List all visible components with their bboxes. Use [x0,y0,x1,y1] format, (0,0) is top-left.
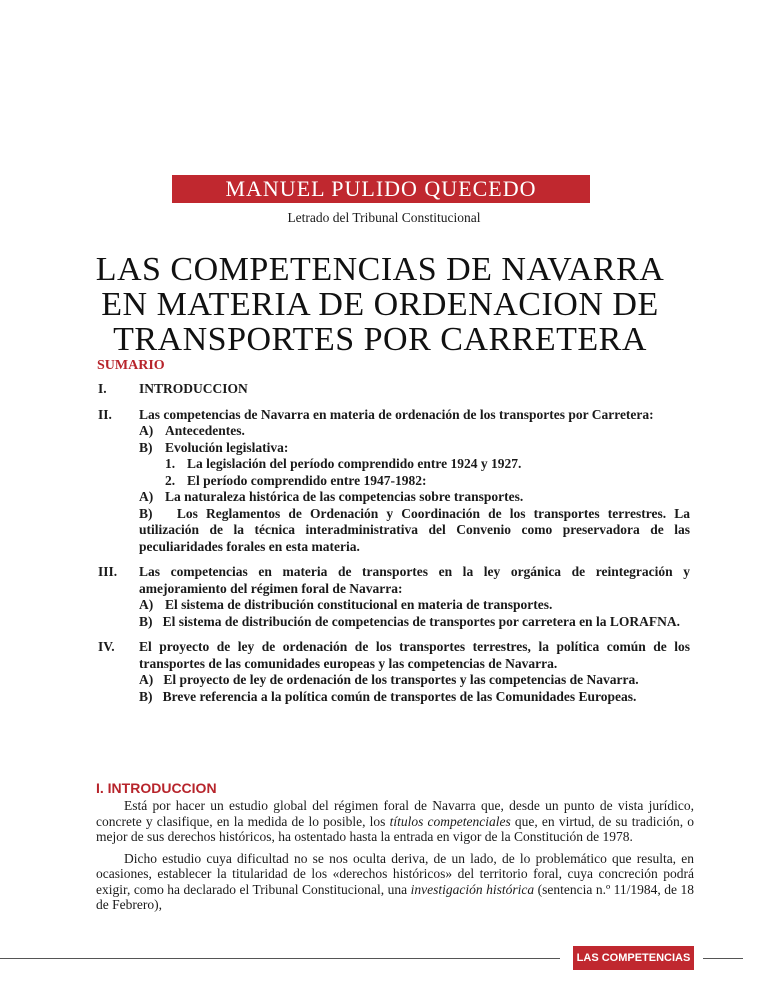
author-banner [172,175,590,203]
sub-item: A) El sistema de distribución constitucional en materia de transportes. [139,597,553,612]
summary-item [92,381,690,398]
sub-item: B) Los Reglamentos de Ordenación y Coordinación de los transportes terrestres. La utilización de la técnica interadministrativa del Convenio como preservadora de las peculiaridades forales en esta materia. [139,505,691,554]
sub-sub-item: 1. La legislación del período comprendido entre 1924 y 1927. [165,456,522,471]
sub-item: B) Evolución legislativa: [139,439,289,455]
title-line: LAS COMPETENCIAS DE NAVARRA [95,251,665,288]
item-text: INTRODUCCION [139,381,248,396]
sub-item: A) La naturaleza histórica de las competencias sobre transportes. [139,489,524,504]
summary-item [92,564,690,630]
item-text: Las competencias en materia de transportes en la ley orgánica de reintegración y amejoramiento del régimen foral de Navarra: [139,564,690,596]
paragraph: Está por hacer un estudio global del régimen foral de Navarra que, desde un punto de vista jurídico, concrete y clasifique, en la medida de lo posible, los títulos competenciales que, en virtud, de su tradición, o mejor de sus derechos históricos, ha ostentado hasta la entrada en vigor de la Constitución de 1978. [96,798,694,844]
summary-heading: SUMARIO [97,358,165,373]
running-title-badge: LAS COMPETENCIAS ... [573,946,694,970]
sub-item: B) El sistema de distribución de competencias de transportes por carretera en la LORAFNA. [139,613,680,629]
article-title [60,252,700,357]
item-number: III. [98,564,118,579]
footer-rule-right [703,958,743,959]
sub-sub-item: 2. El período comprendido entre 1947-1982: [165,472,427,488]
body-text [96,798,694,919]
author-name: MANUEL PULIDO QUECEDO [225,176,537,201]
item-text: El proyecto de ley de ordenación de los transportes terrestres, la política común de los transportes de las comunidades europeas y las competencias de Navarra. [139,639,690,671]
item-number: I. [98,381,107,396]
item-text: Las competencias de Navarra en materia de ordenación de los transportes por Carretera: [139,406,654,422]
sub-item: B) Breve referencia a la política común de transportes de las Comunidades Europeas. [139,688,637,704]
footer-rule-left [0,958,560,959]
summary-item [92,407,690,556]
item-number: II. [98,406,112,422]
paragraph: Dicho estudio cuya dificultad no se nos oculta deriva, de un lado, de lo problemático que resulta, en ocasiones, establecer la titularidad de los «derechos históricos» del territorio foral, cuya concreción podrá exigir, como ha declarado el Tribunal Constitucional, una investigación histórica (sentencia n.º 11/1984, de 18 de Febrero), [96,850,694,912]
item-number: IV. [98,639,115,654]
summary-item [92,639,690,705]
sub-item: A) Antecedentes. [139,423,245,438]
author-affiliation: Letrado del Tribunal Constitucional [287,210,481,225]
title-line: TRANSPORTES POR CARRETERA [113,321,647,358]
section-heading: I. INTRODUCCION [96,780,217,796]
title-line: EN MATERIA DE ORDENACION DE [101,286,659,323]
summary-list [92,381,690,714]
sub-item: A) El proyecto de ley de ordenación de los transportes y las competencias de Navarra. [139,672,639,687]
